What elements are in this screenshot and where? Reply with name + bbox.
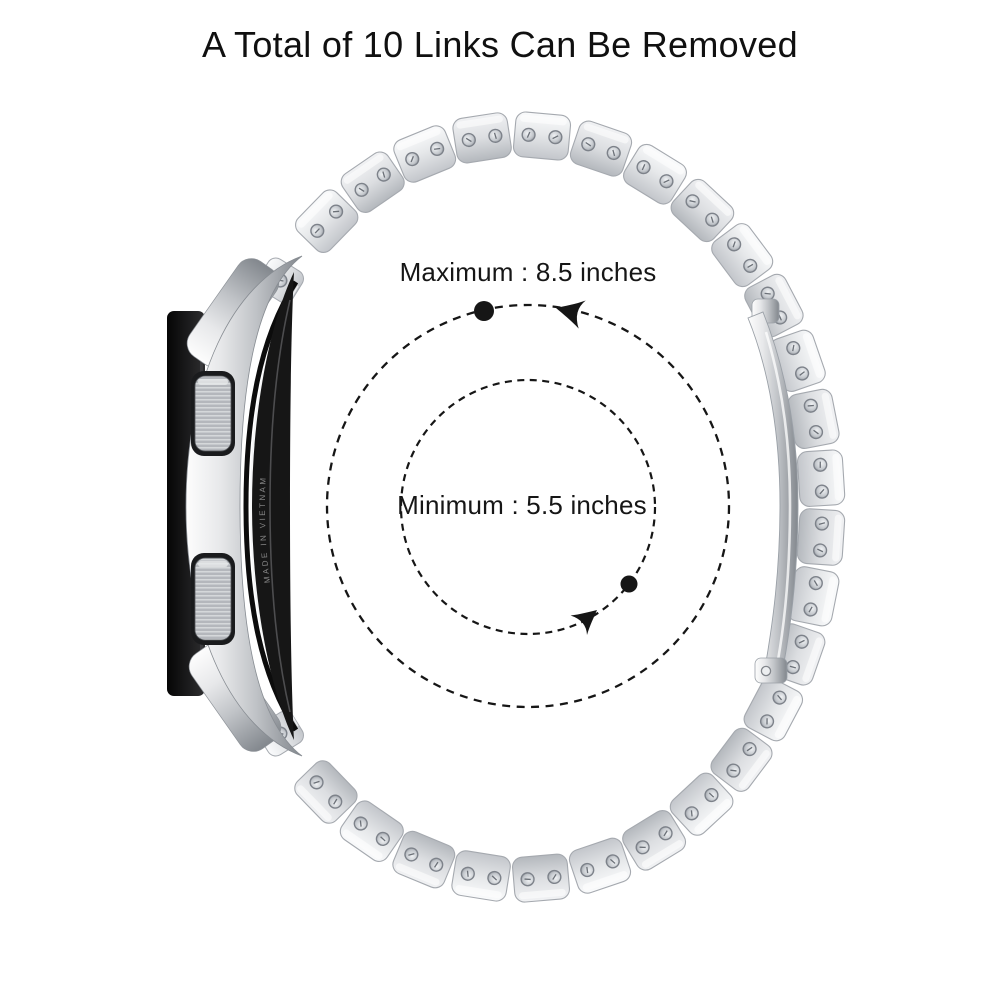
outer-size-dot — [474, 301, 494, 321]
maximum-label: Maximum : 8.5 inches — [399, 257, 657, 287]
outer-arrow-icon — [552, 294, 585, 329]
watch-button-lower — [191, 553, 235, 645]
minimum-label: Minimum : 5.5 inches — [397, 490, 647, 520]
watch-engraving: MADE IN VIETNAM — [257, 475, 273, 584]
page-title: A Total of 10 Links Can Be Removed — [202, 24, 798, 65]
clasp-screw-hole — [761, 666, 770, 675]
watch — [167, 252, 302, 757]
inner-size-dot — [621, 576, 638, 593]
inner-arrow-icon — [571, 600, 606, 635]
watch-button-upper — [191, 371, 235, 456]
